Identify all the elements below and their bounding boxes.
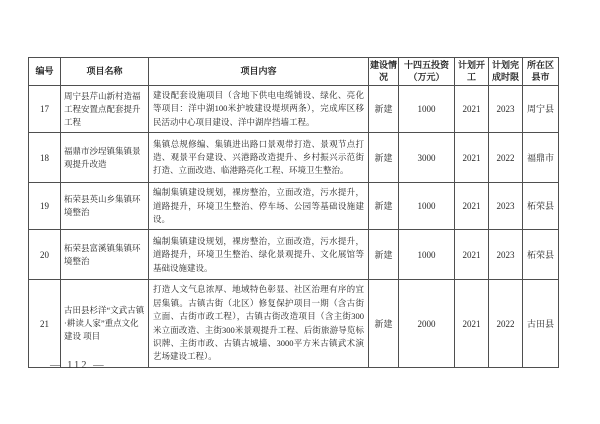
table-row [29, 86, 559, 133]
cell-start-year: 2021 [455, 133, 489, 183]
cell-district: 柘荣县 [523, 230, 559, 280]
cell-investment: 2000 [399, 280, 455, 367]
table-row [29, 230, 559, 280]
cell-status: 新建 [369, 280, 399, 367]
col-header-deadline: 计划完成时限 [489, 58, 523, 86]
cell-project-name: 古田县杉洋“文武古镇·耕读人家”重点文化建设 项目 [61, 280, 149, 367]
cell-deadline-year: 2023 [489, 86, 523, 133]
cell-no: 19 [29, 183, 61, 230]
cell-deadline-year: 2023 [489, 230, 523, 280]
table-row [29, 133, 559, 183]
cell-start-year: 2021 [455, 183, 489, 230]
cell-status: 新建 [369, 86, 399, 133]
col-header-district: 所在区县市 [523, 58, 559, 86]
cell-no: 20 [29, 230, 61, 280]
cell-district: 古田县 [523, 280, 559, 367]
cell-project-content: 编制集镇建设规划，裸房整治，立面改造，污水提升，道路提升，环境卫生整治、绿化景观提升、文化展馆等基础设施建设。 [149, 230, 369, 280]
cell-district: 周宁县 [523, 86, 559, 133]
cell-project-content: 编制集镇建设规划，裸房整治，立面改造，污水提升，道路提升，环境卫生整治、停车场、公园等基础设施建设。 [149, 183, 369, 230]
table-row [29, 280, 559, 367]
cell-district: 福鼎市 [523, 133, 559, 183]
cell-investment: 1000 [399, 230, 455, 280]
cell-project-name: 柘荣县富溪镇集镇环境整治 [61, 230, 149, 280]
cell-start-year: 2021 [455, 86, 489, 133]
cell-no: 21 [29, 280, 61, 367]
cell-project-content: 建设配套设施项目（含地下供电电缆铺设、绿化、亮化等项目：洋中湖100米护坡建设堤坝两条），完成库区移民活动中心项目建设、洋中湖岸挡墙工程。 [149, 86, 369, 133]
cell-status: 新建 [369, 230, 399, 280]
cell-deadline-year: 2022 [489, 133, 523, 183]
col-header-name: 项目名称 [61, 58, 149, 86]
cell-investment: 1000 [399, 183, 455, 230]
table-header-row [29, 58, 559, 86]
cell-project-name: 福鼎市沙埕镇集镇景观提升改造 [61, 133, 149, 183]
cell-deadline-year: 2022 [489, 280, 523, 367]
cell-district: 柘荣县 [523, 183, 559, 230]
cell-investment: 3000 [399, 133, 455, 183]
cell-no: 17 [29, 86, 61, 133]
col-header-investment: 十四五投资（万元） [399, 58, 455, 86]
table-row [29, 183, 559, 230]
cell-investment: 1000 [399, 86, 455, 133]
cell-start-year: 2021 [455, 230, 489, 280]
cell-project-content: 集镇总规修编、集镇进出路口景观带打造、景观节点打造、观景平台建设、兴港路改造提升、乡村振兴示范街打造、立面改造、临港路亮化工程、环境卫生整治。 [149, 133, 369, 183]
col-header-content: 项目内容 [149, 58, 369, 86]
cell-project-content: 打造人文气息浓厚、地域特色彰显、社区治理有序的宜居集镇。古镇古街（北区）修复保护项目一期（含古街立面、古街市政工程），古镇古街改造项目（含主街300米立面改造、主街300米景观提升工程、后街旅游导览标识牌、主街市政、古镇古城墙、3000平方米古镇武术演艺场建设工程）。 [149, 280, 369, 367]
col-header-start: 计划开工 [455, 58, 489, 86]
project-table [28, 57, 559, 368]
cell-project-name: 柘荣县英山乡集镇环境整治 [61, 183, 149, 230]
cell-project-name: 周宁县芹山新村造福工程安置点配套提升工程 [61, 86, 149, 133]
col-header-no: 编号 [29, 58, 61, 86]
page-number: — 112 — [50, 360, 106, 371]
cell-start-year: 2021 [455, 280, 489, 367]
cell-no: 18 [29, 133, 61, 183]
cell-status: 新建 [369, 133, 399, 183]
col-header-status: 建设情况 [369, 58, 399, 86]
cell-status: 新建 [369, 183, 399, 230]
cell-deadline-year: 2023 [489, 183, 523, 230]
